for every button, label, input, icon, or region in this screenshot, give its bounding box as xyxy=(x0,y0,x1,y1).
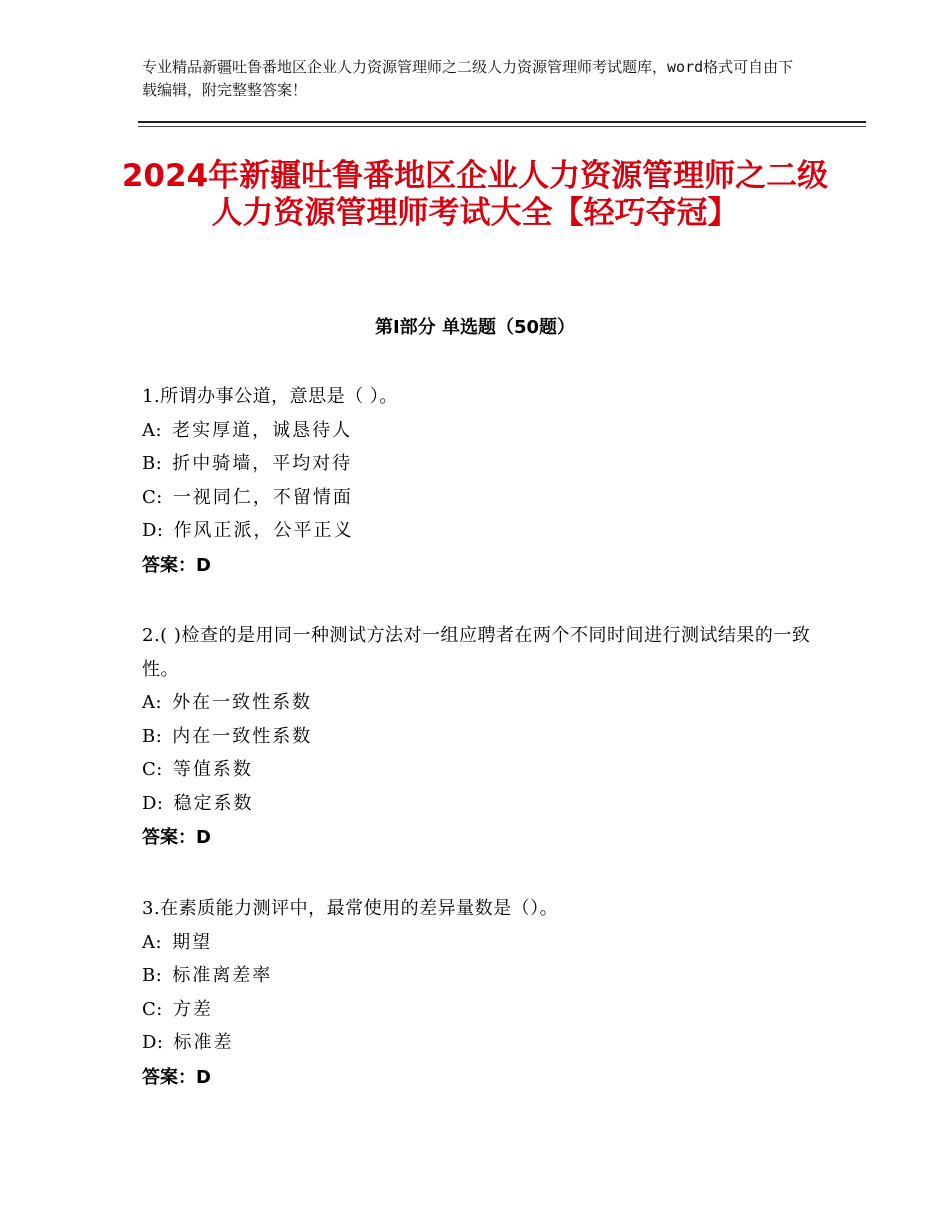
option-d xyxy=(142,514,822,548)
answer-line: 答案：D xyxy=(142,827,211,848)
option-text: 期望 xyxy=(172,931,213,953)
option-letter: D: xyxy=(142,792,164,814)
question-stem: 1.所谓办事公道，意思是（ ）。 xyxy=(142,386,398,407)
option-letter: D: xyxy=(142,520,164,541)
option-text: 标准差 xyxy=(173,1032,234,1053)
option-text: 稳定系数 xyxy=(173,792,254,814)
option-c xyxy=(142,753,822,787)
answer-line: 答案：D xyxy=(142,554,211,576)
option-text: 等值系数 xyxy=(172,759,253,780)
option-a xyxy=(142,926,822,960)
question-stem: 2.( )检查的是用同一种测试方法对一组应聘者在两个不同时间进行测试结果的一致性。 xyxy=(142,625,811,680)
option-text: 方差 xyxy=(172,998,213,1020)
option-c xyxy=(142,481,822,515)
question-stem: 3.在素质能力测评中，最常使用的差异量数是（）。 xyxy=(142,898,559,919)
answer-line: 答案：D xyxy=(142,1066,211,1088)
option-letter: C: xyxy=(142,998,163,1020)
option-letter: A: xyxy=(142,931,163,953)
option-letter: C: xyxy=(142,486,163,508)
question-2 xyxy=(142,619,822,855)
option-letter: A: xyxy=(142,419,163,441)
question-3 xyxy=(142,892,822,1095)
option-letter: D: xyxy=(142,1032,164,1053)
header-note: 专业精品新疆吐鲁番地区企业人力资源管理师之二级人力资源管理师考试题库，word格式可自由下载编辑，附完整整答案！ xyxy=(142,58,794,99)
question-1 xyxy=(142,380,822,583)
option-a xyxy=(142,414,822,448)
section-title: 第Ⅰ部分 单选题（50题） xyxy=(374,317,575,338)
option-letter: B: xyxy=(142,453,163,474)
option-text: 外在一致性系数 xyxy=(172,692,313,713)
option-a xyxy=(142,686,822,720)
option-d xyxy=(142,1026,822,1060)
option-text: 折中骑墙，平均对待 xyxy=(172,453,353,474)
option-text: 内在一致性系数 xyxy=(172,725,313,747)
header-divider-thin xyxy=(138,126,866,127)
option-c xyxy=(142,993,822,1027)
option-text: 老实厚道，诚恳待人 xyxy=(172,419,353,441)
option-text: 作风正派，公平正义 xyxy=(173,520,354,541)
option-b xyxy=(142,959,822,993)
option-d xyxy=(142,787,822,821)
option-b xyxy=(142,720,822,754)
option-text: 标准离差率 xyxy=(172,965,273,986)
header-divider-thick xyxy=(138,121,866,123)
option-letter: C: xyxy=(142,759,163,780)
option-text: 一视同仁，不留情面 xyxy=(172,486,353,508)
option-letter: B: xyxy=(142,965,163,986)
option-letter: B: xyxy=(142,725,163,747)
option-b xyxy=(142,447,822,481)
document-title: 2024年新疆吐鲁番地区企业人力资源管理师之二级人力资源管理师考试大全【轻巧夺冠】 xyxy=(121,158,829,231)
option-letter: A: xyxy=(142,692,163,713)
